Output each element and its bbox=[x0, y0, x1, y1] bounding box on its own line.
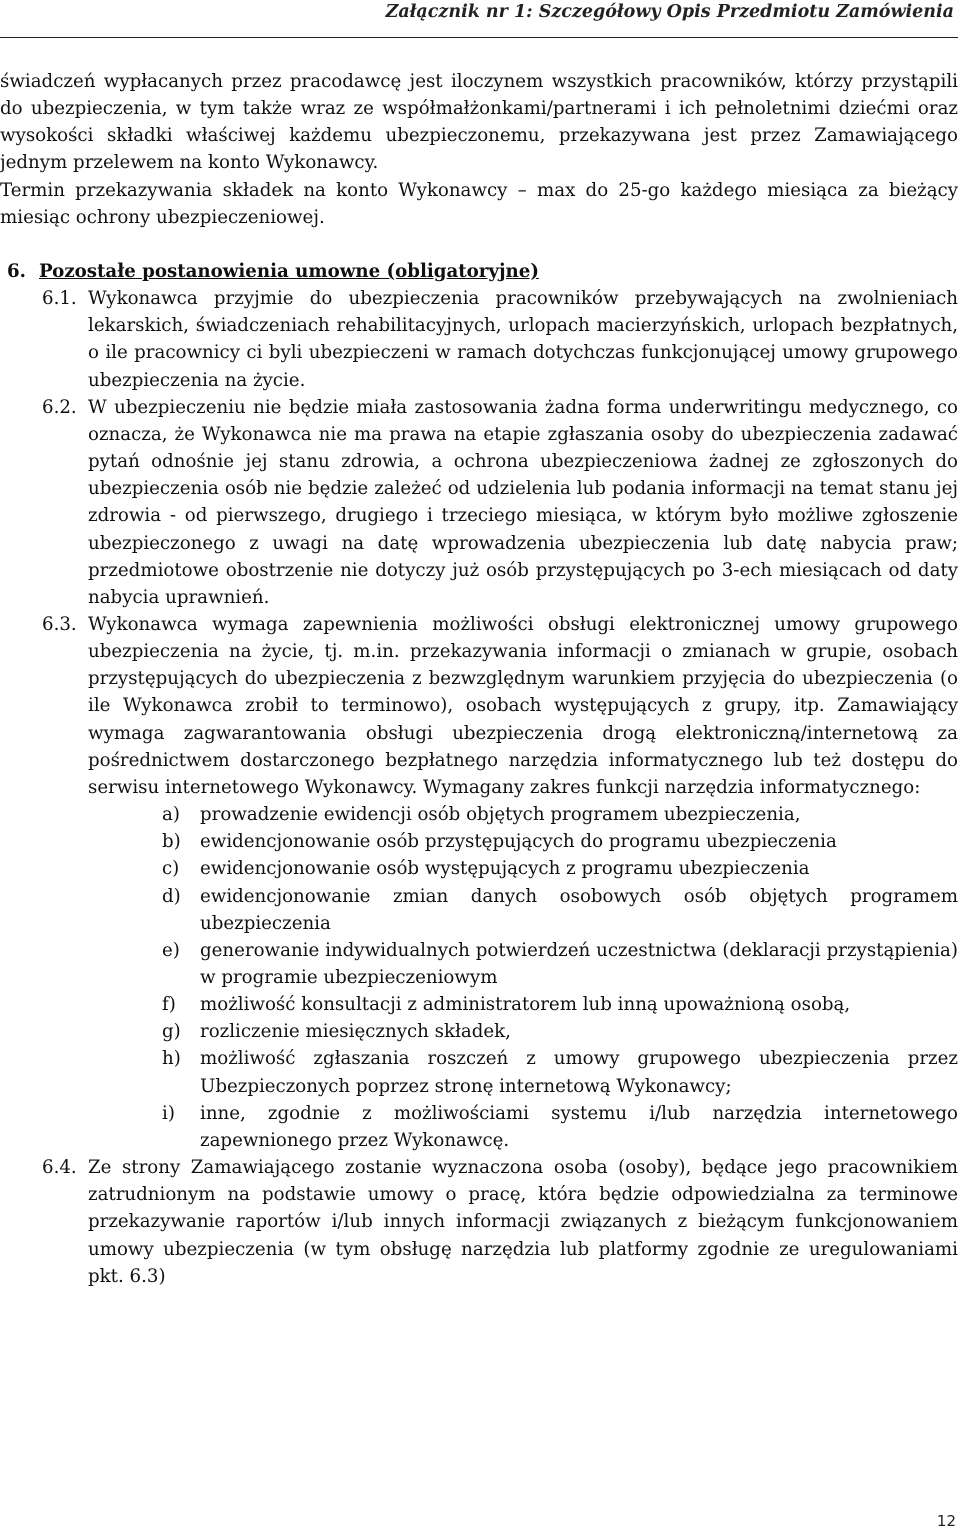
list-item-text: rozliczenie miesięcznych składek, bbox=[200, 1021, 511, 1043]
list-item-letter: h) bbox=[162, 1048, 181, 1070]
page-header bbox=[0, 0, 958, 38]
section-title: Pozostałe postanowienia umowne (obligatoryjne) bbox=[39, 260, 539, 282]
list-item-text: możliwość konsultacji z administratorem lub inną upoważnioną osobą, bbox=[200, 994, 851, 1016]
clause-number: 6.2. bbox=[42, 396, 77, 418]
clause-text: Wykonawca wymaga zapewnienia możliwości obsługi elektronicznej umowy grupowego ubezpieczenia na życie, tj. m.in. przekazywania informacji o zmianach w grupie, osobach przystępujących do ubezpieczenia z bezwzględnym warunkiem przyjęcia do ubezpieczenia (o ile Wykonawca zrobił to terminowo), osobach występujących z grupy, itp. Zamawiający wymaga zagwarantowania obsługi ubezpieczenia drogą elektroniczną/internetową za pośrednictwem dostarczonego bezpłatnego narzędzia informatycznego lub też dostępu do serwisu internetowego Wykonawcy. Wymagany zakres funkcji narzędzia informatycznego: bbox=[88, 613, 958, 798]
clause-text: W ubezpieczeniu nie będzie miała zastosowania żadna forma underwritingu medycznego, co oznacza, że Wykonawca nie ma prawa na etapie zgłaszania osoby do ubezpieczenia zadawać pytań odnośnie jej stanu zdrowia, a ochrona ubezpieczeniowa żadnej ze zgłoszonych do ubezpieczenia osób nie będzie zależeć od udzielenia lub podania informacji na temat stanu jej zdrowia - od pierwszego, drugiego i trzeciego miesiąca, w którym było możliwe zgłoszenie ubezpieczonego z uwagi na datę wprowadzenia ubezpieczenia lub datę nabycia praw; przedmiotowe obostrzenie nie dotyczy już osób przystępujących po 3-ech miesiącach od daty nabycia uprawnień. bbox=[88, 396, 958, 608]
clause-number: 6.3. bbox=[42, 613, 77, 635]
list-item-letter: f) bbox=[162, 994, 176, 1016]
list-item-text: inne, zgodnie z możliwościami systemu i/lub narzędzia internetowego zapewnionego przez Wykonawcę. bbox=[200, 1102, 958, 1151]
clause-item bbox=[0, 394, 958, 611]
list-item-letter: d) bbox=[162, 885, 181, 907]
document-body bbox=[0, 68, 958, 1290]
list-item-text: generowanie indywidualnych potwierdzeń uczestnictwa (deklaracji przystąpienia) w programie ubezpieczeniowym bbox=[200, 939, 958, 988]
clause-text: Ze strony Zamawiającego zostanie wyznaczona osoba (osoby), będące jego pracownikiem zatrudnionym na podstawie umowy o pracę, która będzie odpowiedzialna za terminowe przekazywanie raportów i/lub innych informacji związanych z bieżącym funkcjonowaniem umowy ubezpieczenia (w tym obsługę narzędzia lub platformy zgodnie ze uregulowaniami pkt. 6.3) bbox=[88, 1157, 958, 1287]
list-item-letter: g) bbox=[162, 1021, 181, 1043]
list-item bbox=[162, 1018, 958, 1045]
list-item-letter: a) bbox=[162, 804, 180, 826]
intro-paragraph: świadczeń wypłacanych przez pracodawcę jest iloczynem wszystkich pracowników, którzy przystąpili do ubezpieczenia, w tym także wraz ze współmałżonkami/partnerami i ich pełnoletnimi dziećmi oraz wysokości składki właściwej każdemu ubezpieczonemu, przekazywana jest przez Zamawiającego jednym przelewem na konto Wykonawcy. bbox=[0, 71, 958, 174]
list-item-text: ewidencjonowanie osób przystępujących do programu ubezpieczenia bbox=[200, 831, 837, 853]
list-item-letter: b) bbox=[162, 831, 181, 853]
clause-item bbox=[0, 285, 958, 394]
intro-paragraph: Termin przekazywania składek na konto Wykonawcy – max do 25-go każdego miesiąca za bieżący miesiąc ochrony ubezpieczeniowej. bbox=[0, 179, 958, 228]
clause-number: 6.4. bbox=[42, 1157, 77, 1179]
list-item-letter: c) bbox=[162, 858, 180, 880]
list-item bbox=[162, 801, 958, 828]
function-list bbox=[0, 801, 958, 1154]
list-item bbox=[162, 855, 958, 882]
list-item-text: ewidencjonowanie zmian danych osobowych osób objętych programem ubezpieczenia bbox=[200, 885, 958, 934]
list-item bbox=[162, 1100, 958, 1154]
list-item bbox=[162, 991, 958, 1018]
section-number: 6. bbox=[7, 260, 26, 282]
clause-text: Wykonawca przyjmie do ubezpieczenia pracowników przebywających na zwolnieniach lekarskich, świadczeniach rehabilitacyjnych, urlopach macierzyńskich, urlopach bezpłatnych, o ile pracownicy ci byli ubezpieczeni w ramach dotychczas funkcjonującej umowy grupowego ubezpieczenia na życie. bbox=[88, 288, 958, 391]
clause-item bbox=[0, 1154, 958, 1290]
list-item-text: ewidencjonowanie osób występujących z programu ubezpieczenia bbox=[200, 858, 810, 880]
section-heading bbox=[7, 258, 958, 285]
list-item-text: prowadzenie ewidencji osób objętych programem ubezpieczenia, bbox=[200, 804, 801, 826]
list-item-text: możliwość zgłaszania roszczeń z umowy grupowego ubezpieczenia przez Ubezpieczonych poprzez stronę internetową Wykonawcy; bbox=[200, 1048, 958, 1097]
clause-number: 6.1. bbox=[42, 288, 77, 310]
list-item bbox=[162, 937, 958, 991]
header-title: Załącznik nr 1: Szczegółowy Opis Przedmiotu Zamówienia bbox=[385, 2, 954, 22]
list-item-letter: i) bbox=[162, 1102, 175, 1124]
list-item bbox=[162, 883, 958, 937]
list-item bbox=[162, 1045, 958, 1099]
list-item bbox=[162, 828, 958, 855]
list-item-letter: e) bbox=[162, 939, 180, 961]
page-number: 12 bbox=[936, 1512, 956, 1530]
clause-item bbox=[0, 611, 958, 801]
